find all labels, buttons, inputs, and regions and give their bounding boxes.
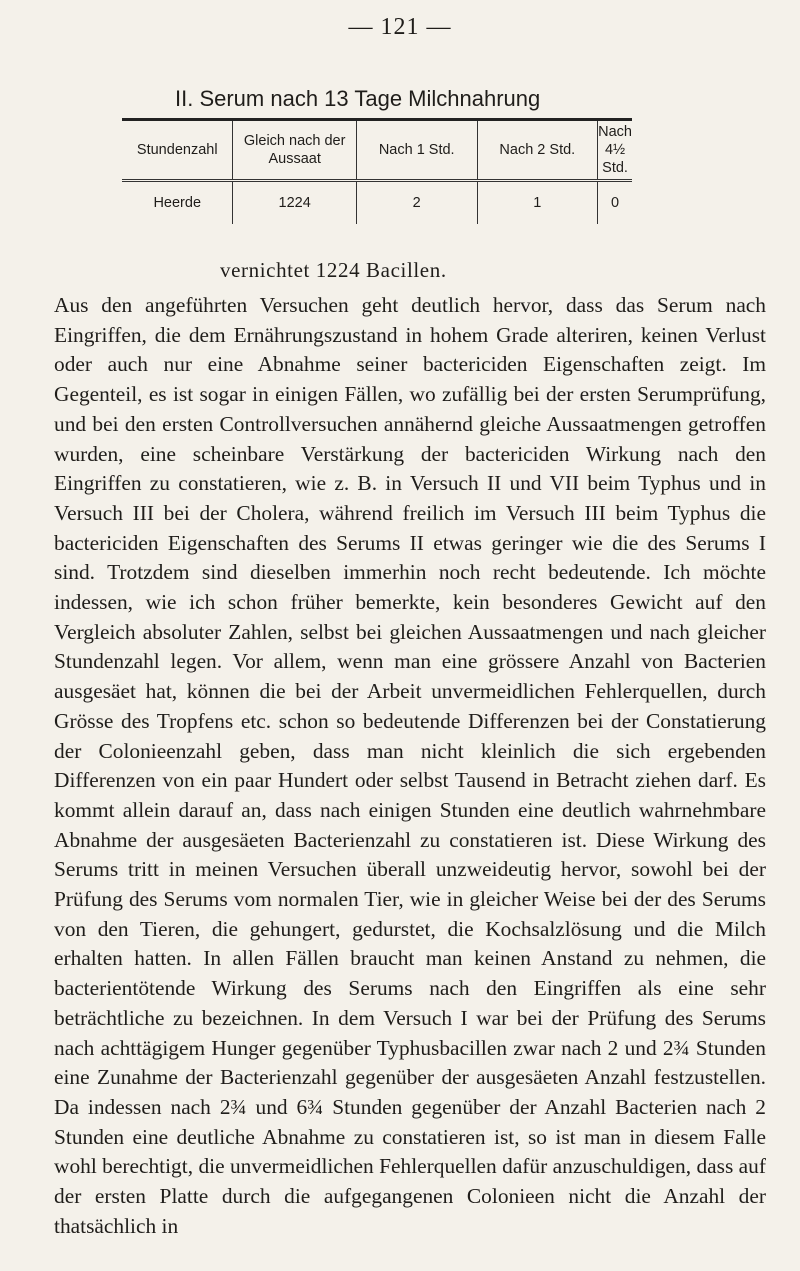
table-header-cell: Nach 1 Std.: [356, 120, 477, 181]
table-header-cell: Gleich nach der Aussaat: [233, 120, 356, 181]
page-number: — 121 —: [348, 14, 452, 40]
table-header-cell: Nach 2 Std.: [477, 120, 598, 181]
table-header-row: [122, 120, 632, 181]
table-cell: 1: [477, 181, 598, 225]
table-caption: vernichtet 1224 Bacillen.: [220, 258, 447, 282]
results-table-wrapper: [122, 118, 632, 224]
results-table: [122, 118, 632, 224]
body-paragraph: Aus den angeführten Versuchen geht deutlich hervor, dass das Serum nach Eingriffen, die dem Ernährungszustand in hohem Grade alteriren, keinen Verlust oder auch nur eine Abnahme seiner bactericiden Eigenschaften zeigt. Im Gegenteil, es ist sogar in einigen Fällen, wo zufällig bei der ersten Serumprüfung, und bei den ersten Controllversuchen annähernd gleiche Aussaatmengen getroffen wurden, eine scheinbare Verstärkung der bactericiden Wirkung nach den Eingriffen zu constatieren, wie z. B. in Versuch II und VII beim Typhus und in Versuch III bei der Cholera, während freilich im Versuch III beim Typhus die bactericiden Eigenschaften des Serums II etwas geringer wie die des Serums I sind. Trotzdem sind dieselben immerhin noch recht bedeutende. Ich möchte indessen, wie ich schon früher bemerkte, kein besonderes Gewicht auf den Vergleich absoluter Zahlen, selbst bei gleichen Aussaatmengen und nach gleicher Stundenzahl legen. Vor allem, wenn man eine grössere Anzahl von Bacterien ausgesäet hat, können die bei der Arbeit unvermeidlichen Fehlerquellen, durch Grösse des Tropfens etc. schon so bedeutende Differenzen bei der Constatierung der Colonieenzahl geben, dass man nicht kleinlich die sich ergebenden Differenzen von ein paar Hundert oder selbst Tausend in Betracht ziehen darf. Es kommt allein darauf an, dass nach einigen Stunden eine deutlich wahrnehmbare Abnahme der ausgesäeten Bacterienzahl zu constatieren ist. Diese Wirkung des Serums tritt in meinen Versuchen überall unzweideutig hervor, sowohl bei der Prüfung des Serums vom normalen Tier, wie in gleicher Weise bei der des Serums von den Tieren, die gehungert, gedurstet, die Kochsalzlösung und die Milch erhalten hatten. In allen Fällen braucht man keinen Anstand zu nehmen, die bacterientötende Wirkung des Serums nach den Eingriffen als eine sehr beträchtliche zu bezeichnen. In dem Versuch I war bei der Prüfung des Serums nach achttägigem Hunger gegenüber Typhusbacillen zwar nach 2 und 2¾ Stunden eine Zunahme der Bacterienzahl gegenüber der ausgesäeten Anzahl festzustellen. Da indessen nach 2¾ und 6¾ Stunden gegenüber der Anzahl Bacterien nach 2 Stunden eine deutliche Abnahme zu constatieren ist, so ist man in diesem Falle wohl berechtigt, die unvermeidlichen Fehlerquellen dafür anzuschuldigen, dass auf der ersten Platte durch die aufgegangenen Colonieen nicht die Anzahl der thatsächlich in: [54, 293, 766, 1238]
table-cell: 1224: [233, 181, 356, 225]
section-title: II. Serum nach 13 Tage Milchnahrung: [175, 86, 541, 111]
table-header-cell: Nach 4½ Std.: [598, 124, 632, 176]
table-row: [122, 181, 632, 225]
table-cell: 0: [611, 195, 620, 211]
table-header-cell: Stundenzahl: [122, 120, 233, 181]
table-cell: 2: [356, 181, 477, 225]
table-cell: Heerde: [122, 181, 233, 225]
